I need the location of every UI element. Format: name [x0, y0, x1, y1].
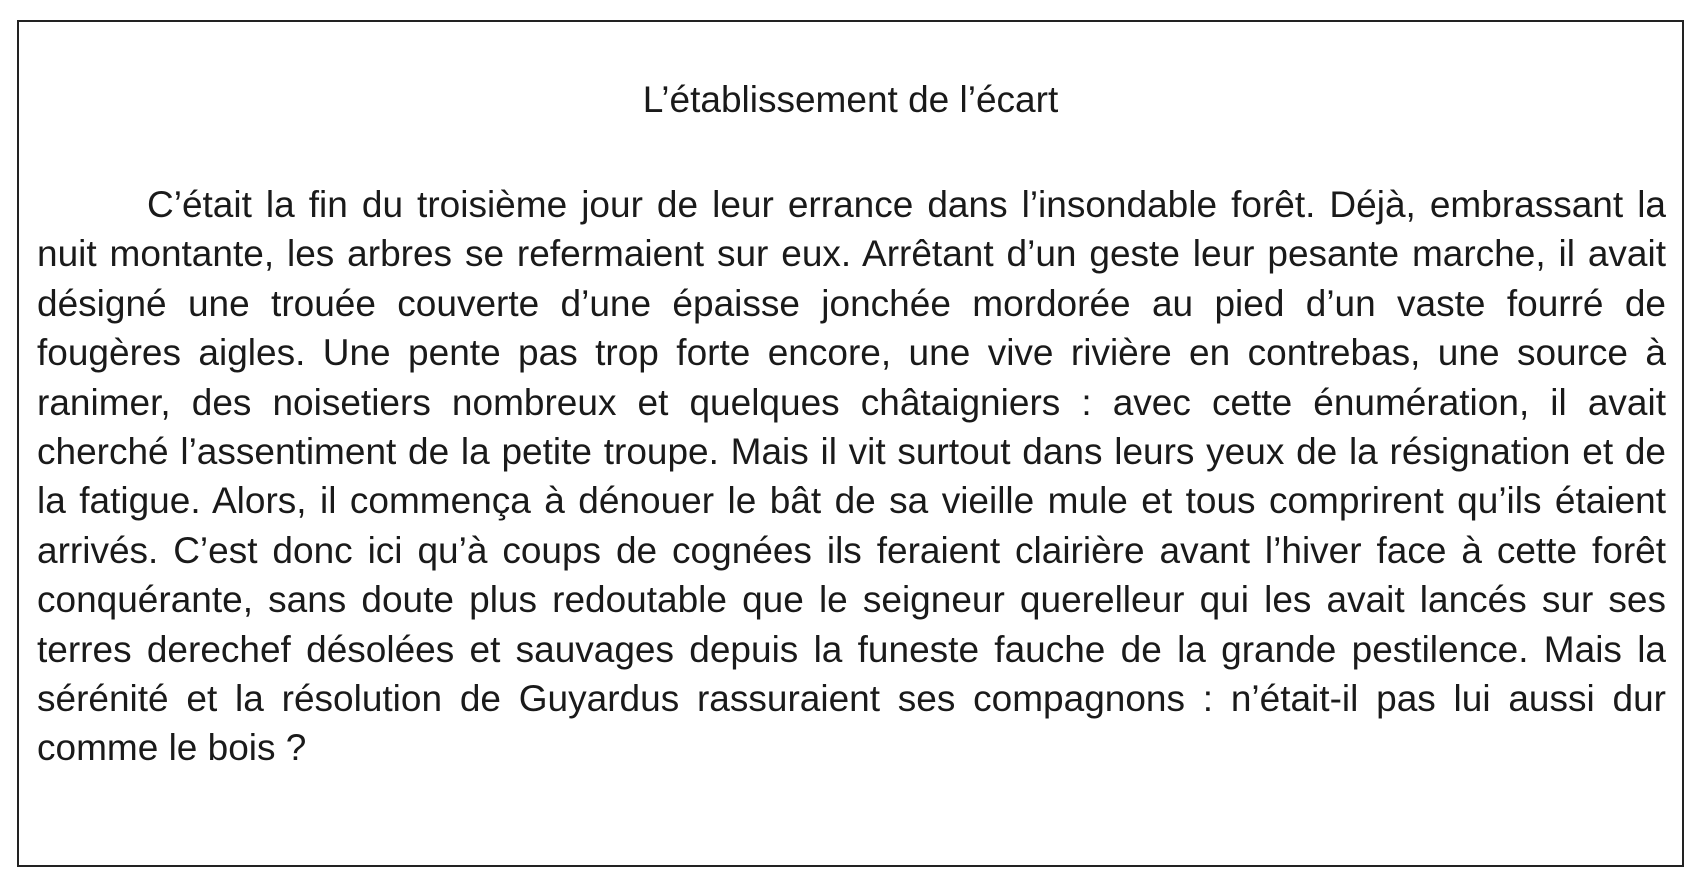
text-box-frame — [17, 20, 1684, 867]
document-title: L’établissement de l’écart — [642, 79, 1059, 120]
body-paragraph: C’était la fin du troisième jour de leur errance dans l’insondable forêt. Déjà, embrassant la nuit montante, les arbres se refermaient sur eux. Arrêtant d’un geste leur pesante marche, il avait désigné une trouée couverte d’une épaisse jonchée mordorée au pied d’un vaste fourré de fougères aigles. Une pente pas trop forte encore, une vive rivière en contrebas, une source à ranimer, des noisetiers nombreux et quelques châtaigniers : avec cette énumération, il avait cherché l’assentiment de la petite troupe. Mais il vit surtout dans leurs yeux de la résignation et de la fatigue. Alors, il commença à dénouer le bât de sa vieille mule et tous comprirent qu’ils étaient arrivés. C’est donc ici qu’à coups de cognées ils feraient clairière avant l’hiver face à cette forêt conquérante, sans doute plus redoutable que le seigneur querelleur qui les avait lancés sur ses terres derechef désolées et sauvages depuis la funeste fauche de la grande pestilence. Mais la sérénité et la résolution de Guyardus rassuraient ses compagnons : n’était-il pas lui aussi dur comme le bois ? — [37, 184, 1666, 769]
